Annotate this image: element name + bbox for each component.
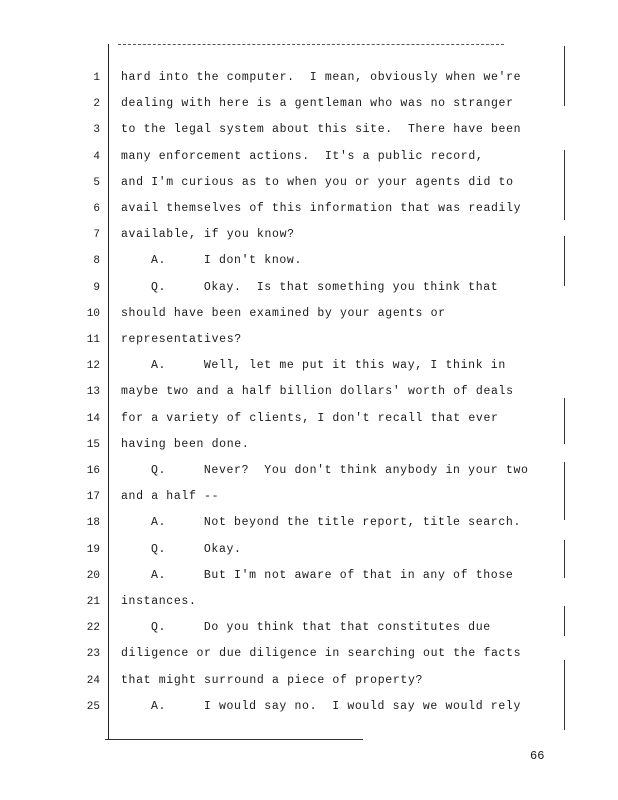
left-margin-line bbox=[108, 44, 109, 740]
transcript-line: hard into the computer. I mean, obviously when we're bbox=[121, 71, 522, 84]
line-number: 8 bbox=[93, 255, 100, 268]
line-number: 13 bbox=[86, 386, 100, 399]
right-margin-mark bbox=[564, 462, 565, 520]
line-number: 1 bbox=[93, 72, 100, 84]
line-number: 7 bbox=[93, 229, 100, 242]
line-number: 21 bbox=[86, 596, 100, 608]
line-number: 24 bbox=[86, 674, 100, 687]
transcript-line: representatives? bbox=[121, 333, 242, 346]
right-margin-mark bbox=[564, 150, 565, 220]
line-number: 18 bbox=[86, 517, 100, 530]
right-margin-mark bbox=[564, 236, 565, 286]
transcript-line: A. Well, let me put it this way, I think in bbox=[151, 359, 506, 373]
transcript-line: dealing with here is a gentleman who was no stranger bbox=[121, 97, 514, 111]
line-number: 6 bbox=[93, 203, 100, 215]
transcript-line: avail themselves of this information that was readily bbox=[121, 202, 522, 215]
page-number: 66 bbox=[530, 749, 545, 763]
transcript-line: diligence or due diligence in searching out the facts bbox=[121, 647, 522, 661]
line-number: 14 bbox=[86, 412, 100, 425]
transcript-line: A. I would say no. I would say we would rely bbox=[151, 699, 522, 713]
line-number: 17 bbox=[86, 491, 100, 504]
transcript-line: should have been examined by your agents or bbox=[121, 306, 446, 320]
right-margin-mark bbox=[564, 660, 565, 730]
line-number: 15 bbox=[86, 438, 100, 451]
right-margin-mark bbox=[564, 606, 565, 636]
line-number: 20 bbox=[86, 569, 100, 582]
line-number: 10 bbox=[86, 307, 100, 320]
line-number: 9 bbox=[93, 281, 100, 294]
transcript-line: instances. bbox=[121, 595, 197, 608]
transcript-line: Q. Okay. bbox=[151, 542, 242, 556]
transcript-line: Q. Never? You don't think anybody in your two bbox=[151, 464, 529, 477]
transcript-line: Q. Okay. Is that something you think that bbox=[151, 280, 499, 294]
line-number: 12 bbox=[86, 360, 100, 373]
transcript-line: many enforcement actions. It's a public record, bbox=[121, 149, 484, 163]
transcript-line: Q. Do you think that that constitutes due bbox=[151, 621, 491, 635]
line-number: 22 bbox=[86, 622, 100, 635]
line-number: 11 bbox=[86, 334, 100, 346]
line-number: 16 bbox=[86, 465, 100, 477]
line-number: 25 bbox=[86, 700, 100, 713]
right-margin-mark bbox=[564, 398, 565, 444]
top-rule bbox=[118, 44, 504, 45]
line-number: 4 bbox=[93, 150, 100, 163]
line-number: 2 bbox=[93, 98, 100, 111]
right-margin-mark bbox=[564, 540, 565, 578]
transcript-line: to the legal system about this site. There have been bbox=[121, 123, 522, 137]
line-number: 5 bbox=[93, 176, 100, 189]
transcript-line: for a variety of clients, I don't recall that ever bbox=[121, 411, 499, 425]
transcript-line: and a half -- bbox=[121, 490, 220, 504]
right-margin-mark bbox=[564, 46, 565, 106]
transcript-line: A. But I'm not aware of that in any of those bbox=[151, 568, 514, 582]
bottom-rule bbox=[105, 739, 363, 740]
transcript-line: that might surround a piece of property? bbox=[121, 673, 424, 687]
transcript-line: A. Not beyond the title report, title search. bbox=[151, 516, 522, 530]
transcript-line: A. I don't know. bbox=[151, 254, 303, 268]
transcript-line: and I'm curious as to when you or your agents did to bbox=[121, 175, 514, 189]
transcript-line: maybe two and a half billion dollars' worth of deals bbox=[121, 385, 514, 399]
line-number: 3 bbox=[93, 124, 100, 137]
transcript-line: having been done. bbox=[121, 437, 250, 451]
line-number: 23 bbox=[86, 648, 100, 661]
transcript-line: available, if you know? bbox=[121, 228, 295, 242]
line-number: 19 bbox=[86, 543, 100, 556]
